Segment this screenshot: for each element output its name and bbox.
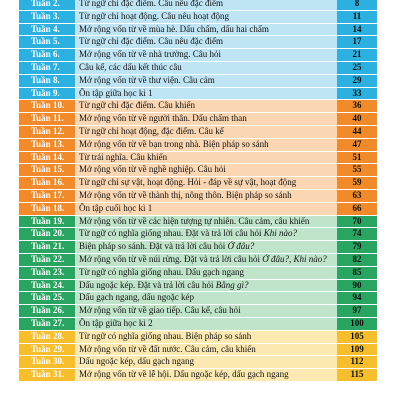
- lesson-title: [75, 292, 337, 304]
- lesson-title-text: Mở rộng vốn từ về giao tiếp. Câu kể, câu hỏi: [79, 305, 241, 316]
- week-label: Tuần 3.: [19, 11, 75, 23]
- lesson-title-text: Mở rộng vốn từ về nhà trường. Câu hỏi: [79, 49, 222, 60]
- lesson-title: [75, 267, 337, 279]
- lesson-title: [75, 203, 337, 215]
- page-number: 90: [337, 280, 377, 292]
- lesson-title: [75, 241, 337, 253]
- week-label: Tuần 4.: [19, 24, 75, 36]
- lesson-title: [75, 369, 337, 381]
- lesson-title-text: Mở rộng vốn từ về lễ hội. Dấu ngoặc kép, dấu gạch ngang: [79, 369, 289, 380]
- lesson-title-text: Mở rộng vốn từ về đất nước. Câu cảm, câu khiến: [79, 343, 256, 354]
- lesson-title-text: Mở rộng vốn từ về người thân. Dấu chấm than: [79, 113, 247, 124]
- lesson-title: [75, 254, 337, 266]
- week-label: Tuần 20.: [19, 228, 75, 240]
- toc-row[interactable]: [19, 356, 377, 368]
- week-label: Tuần 2.: [19, 0, 75, 10]
- lesson-title-text: Ôn tập cuối học kì 1: [79, 202, 153, 213]
- week-label: Tuần 11.: [19, 113, 75, 125]
- page-number: 51: [337, 152, 377, 164]
- page-number: 59: [337, 177, 377, 189]
- lesson-title-text: Mở rộng vốn từ về thư viện. Câu cảm: [79, 74, 215, 85]
- week-label: Tuần 23.: [19, 267, 75, 279]
- toc-row[interactable]: [19, 49, 377, 61]
- lesson-title-text: Ôn tập giữa học kì 2: [79, 318, 153, 329]
- lesson-title-text: Dấu ngoặc kép, dấu gạch ngang: [79, 356, 194, 367]
- lesson-title-text: Ôn tập giữa học kì 1: [79, 87, 153, 98]
- toc-row[interactable]: [19, 0, 377, 10]
- page-number: 25: [337, 62, 377, 74]
- toc-row[interactable]: [19, 75, 377, 87]
- lesson-title: [75, 344, 337, 356]
- lesson-title-text: Từ ngữ chỉ sự vật, hoạt động. Hỏi - đáp về sự vật, hoạt động: [79, 177, 297, 188]
- page-number: 94: [337, 292, 377, 304]
- table-of-contents: [19, 0, 377, 382]
- lesson-title-text: Từ ngữ chỉ hoạt động. Câu nêu hoạt động: [79, 10, 229, 21]
- week-label: Tuần 7.: [19, 62, 75, 74]
- lesson-title: [75, 216, 337, 228]
- lesson-title: [75, 177, 337, 189]
- week-label: Tuần 29.: [19, 344, 75, 356]
- lesson-title: [75, 228, 337, 240]
- lesson-title: [75, 0, 337, 10]
- page-number: 36: [337, 100, 377, 112]
- lesson-title: [75, 62, 337, 74]
- lesson-title: [75, 152, 337, 164]
- lesson-title-question: Ở đâu?, Khi nào?: [262, 254, 327, 265]
- page-number: 97: [337, 305, 377, 317]
- toc-row[interactable]: [19, 203, 377, 215]
- week-label: Tuần 5.: [19, 36, 75, 48]
- page-number: 79: [337, 241, 377, 253]
- week-label: Tuần 6.: [19, 49, 75, 61]
- week-label: Tuần 21.: [19, 241, 75, 253]
- lesson-title: [75, 305, 337, 317]
- lesson-title-text: Từ trái nghĩa. Câu khiến: [79, 151, 168, 162]
- toc-row[interactable]: [19, 126, 377, 138]
- lesson-title-text: Từ ngữ có nghĩa giống nhau. Đặt và trả lời câu hỏi: [79, 228, 264, 239]
- lesson-title: [75, 139, 337, 151]
- lesson-title-question: Bằng gì?: [215, 279, 249, 290]
- page-number: 105: [337, 331, 377, 343]
- lesson-title-text: Mở rộng vốn từ về núi rừng. Đặt và trả lời câu hỏi: [79, 254, 263, 265]
- page-number: 29: [337, 75, 377, 87]
- toc-row[interactable]: [19, 305, 377, 317]
- week-label: Tuần 27.: [19, 318, 75, 330]
- week-label: Tuần 30.: [19, 356, 75, 368]
- lesson-title-text: Câu kể, các dấu kết thúc câu: [79, 62, 182, 73]
- page-number: 115: [337, 369, 377, 381]
- week-label: Tuần 28.: [19, 331, 75, 343]
- page-number: 21: [337, 49, 377, 61]
- page-number: 112: [337, 356, 377, 368]
- lesson-title: [75, 190, 337, 202]
- toc-row[interactable]: [19, 331, 377, 343]
- week-label: Tuần 25.: [19, 292, 75, 304]
- toc-row[interactable]: [19, 24, 377, 36]
- lesson-title-text: Dấu gạch ngang, dấu ngoặc kép: [79, 292, 194, 303]
- toc-row[interactable]: [19, 267, 377, 279]
- week-label: Tuần 8.: [19, 75, 75, 87]
- lesson-title: [75, 24, 337, 36]
- page-number: 85: [337, 267, 377, 279]
- lesson-title: [75, 11, 337, 23]
- lesson-title-text: Mở rộng vốn từ về mùa hè. Dấu chấm, dấu hai chấm: [79, 23, 269, 34]
- lesson-title: [75, 88, 337, 100]
- week-label: Tuần 13.: [19, 139, 75, 151]
- week-label: Tuần 15.: [19, 164, 75, 176]
- lesson-title: [75, 36, 337, 48]
- lesson-title-text: Mở rộng vốn từ về bạn trong nhà. Biện pháp so sánh: [79, 138, 269, 149]
- page-number: 44: [337, 126, 377, 138]
- lesson-title: [75, 164, 337, 176]
- lesson-title: [75, 100, 337, 112]
- week-label: Tuần 17.: [19, 190, 75, 202]
- toc-row[interactable]: [19, 344, 377, 356]
- lesson-title: [75, 75, 337, 87]
- week-label: Tuần 16.: [19, 177, 75, 189]
- lesson-title-question: Ở đâu?: [227, 241, 255, 252]
- toc-row[interactable]: [19, 164, 377, 176]
- lesson-title-text: Mở rộng vốn từ về thành thị, nông thôn. Biện pháp so sánh: [79, 190, 292, 201]
- lesson-title-text: Dấu ngoặc kép. Đặt và trả lời câu hỏi: [79, 279, 216, 290]
- week-label: Tuần 18.: [19, 203, 75, 215]
- toc-row[interactable]: [19, 241, 377, 253]
- lesson-title: [75, 356, 337, 368]
- lesson-title: [75, 280, 337, 292]
- lesson-title: [75, 49, 337, 61]
- toc-row[interactable]: [19, 216, 377, 228]
- toc-row[interactable]: [19, 228, 377, 240]
- toc-row[interactable]: [19, 280, 377, 292]
- lesson-title: [75, 318, 337, 330]
- page-number: 17: [337, 36, 377, 48]
- toc-row[interactable]: [19, 139, 377, 151]
- page-number: 109: [337, 344, 377, 356]
- week-label: Tuần 9.: [19, 88, 75, 100]
- page-number: 47: [337, 139, 377, 151]
- lesson-title-text: Từ ngữ chỉ hoạt động, đặc điểm. Câu kể: [79, 126, 224, 137]
- lesson-title-text: Từ ngữ chỉ đặc điểm. Câu nêu đặc điểm: [79, 36, 223, 47]
- toc-row[interactable]: [19, 36, 377, 48]
- page-number: 74: [337, 228, 377, 240]
- page-number: 100: [337, 318, 377, 330]
- page-number: 11: [337, 11, 377, 23]
- lesson-title-question: Khi nào?: [263, 228, 297, 239]
- week-label: Tuần 24.: [19, 280, 75, 292]
- lesson-title-text: Mở rộng vốn từ về nghề nghiệp. Câu hỏi: [79, 164, 226, 175]
- page-number: 55: [337, 164, 377, 176]
- week-label: Tuần 10.: [19, 100, 75, 112]
- lesson-title-text: Từ ngữ có nghĩa giống nhau. Dấu gạch ngang: [79, 266, 244, 277]
- toc-row[interactable]: [19, 292, 377, 304]
- page-number: 8: [337, 0, 377, 10]
- toc-row[interactable]: [19, 113, 377, 125]
- toc-row[interactable]: [19, 100, 377, 112]
- toc-row[interactable]: [19, 318, 377, 330]
- week-label: Tuần 14.: [19, 152, 75, 164]
- week-label: Tuần 19.: [19, 216, 75, 228]
- toc-row[interactable]: [19, 62, 377, 74]
- week-label: Tuần 26.: [19, 305, 75, 317]
- lesson-title-text: Từ ngữ chỉ đặc điểm. Câu nêu đặc điểm: [79, 0, 223, 9]
- page-number: 82: [337, 254, 377, 266]
- page-number: 14: [337, 24, 377, 36]
- page-number: 66: [337, 203, 377, 215]
- week-label: Tuần 31.: [19, 369, 75, 381]
- week-label: Tuần 22.: [19, 254, 75, 266]
- page-number: 70: [337, 216, 377, 228]
- page-number: 63: [337, 190, 377, 202]
- page-number: 33: [337, 88, 377, 100]
- toc-row[interactable]: [19, 152, 377, 164]
- toc-row[interactable]: [19, 177, 377, 189]
- lesson-title-text: Mở rộng vốn từ về các hiện tượng tự nhiên. Câu cảm, câu khiến: [79, 215, 310, 226]
- lesson-title: [75, 113, 337, 125]
- page-number: 40: [337, 113, 377, 125]
- lesson-title-text: Từ ngữ chỉ đặc điểm. Câu khiến: [79, 100, 195, 111]
- lesson-title-text: Biện pháp so sánh. Đặt và trả lời câu hỏi: [79, 241, 228, 252]
- toc-row[interactable]: [19, 88, 377, 100]
- toc-row[interactable]: [19, 369, 377, 381]
- week-label: Tuần 12.: [19, 126, 75, 138]
- toc-row[interactable]: [19, 190, 377, 202]
- lesson-title: [75, 331, 337, 343]
- lesson-title-text: Từ ngữ có nghĩa giống nhau. Biện pháp so sánh: [79, 330, 252, 341]
- toc-row[interactable]: [19, 11, 377, 23]
- lesson-title: [75, 126, 337, 138]
- toc-row[interactable]: [19, 254, 377, 266]
